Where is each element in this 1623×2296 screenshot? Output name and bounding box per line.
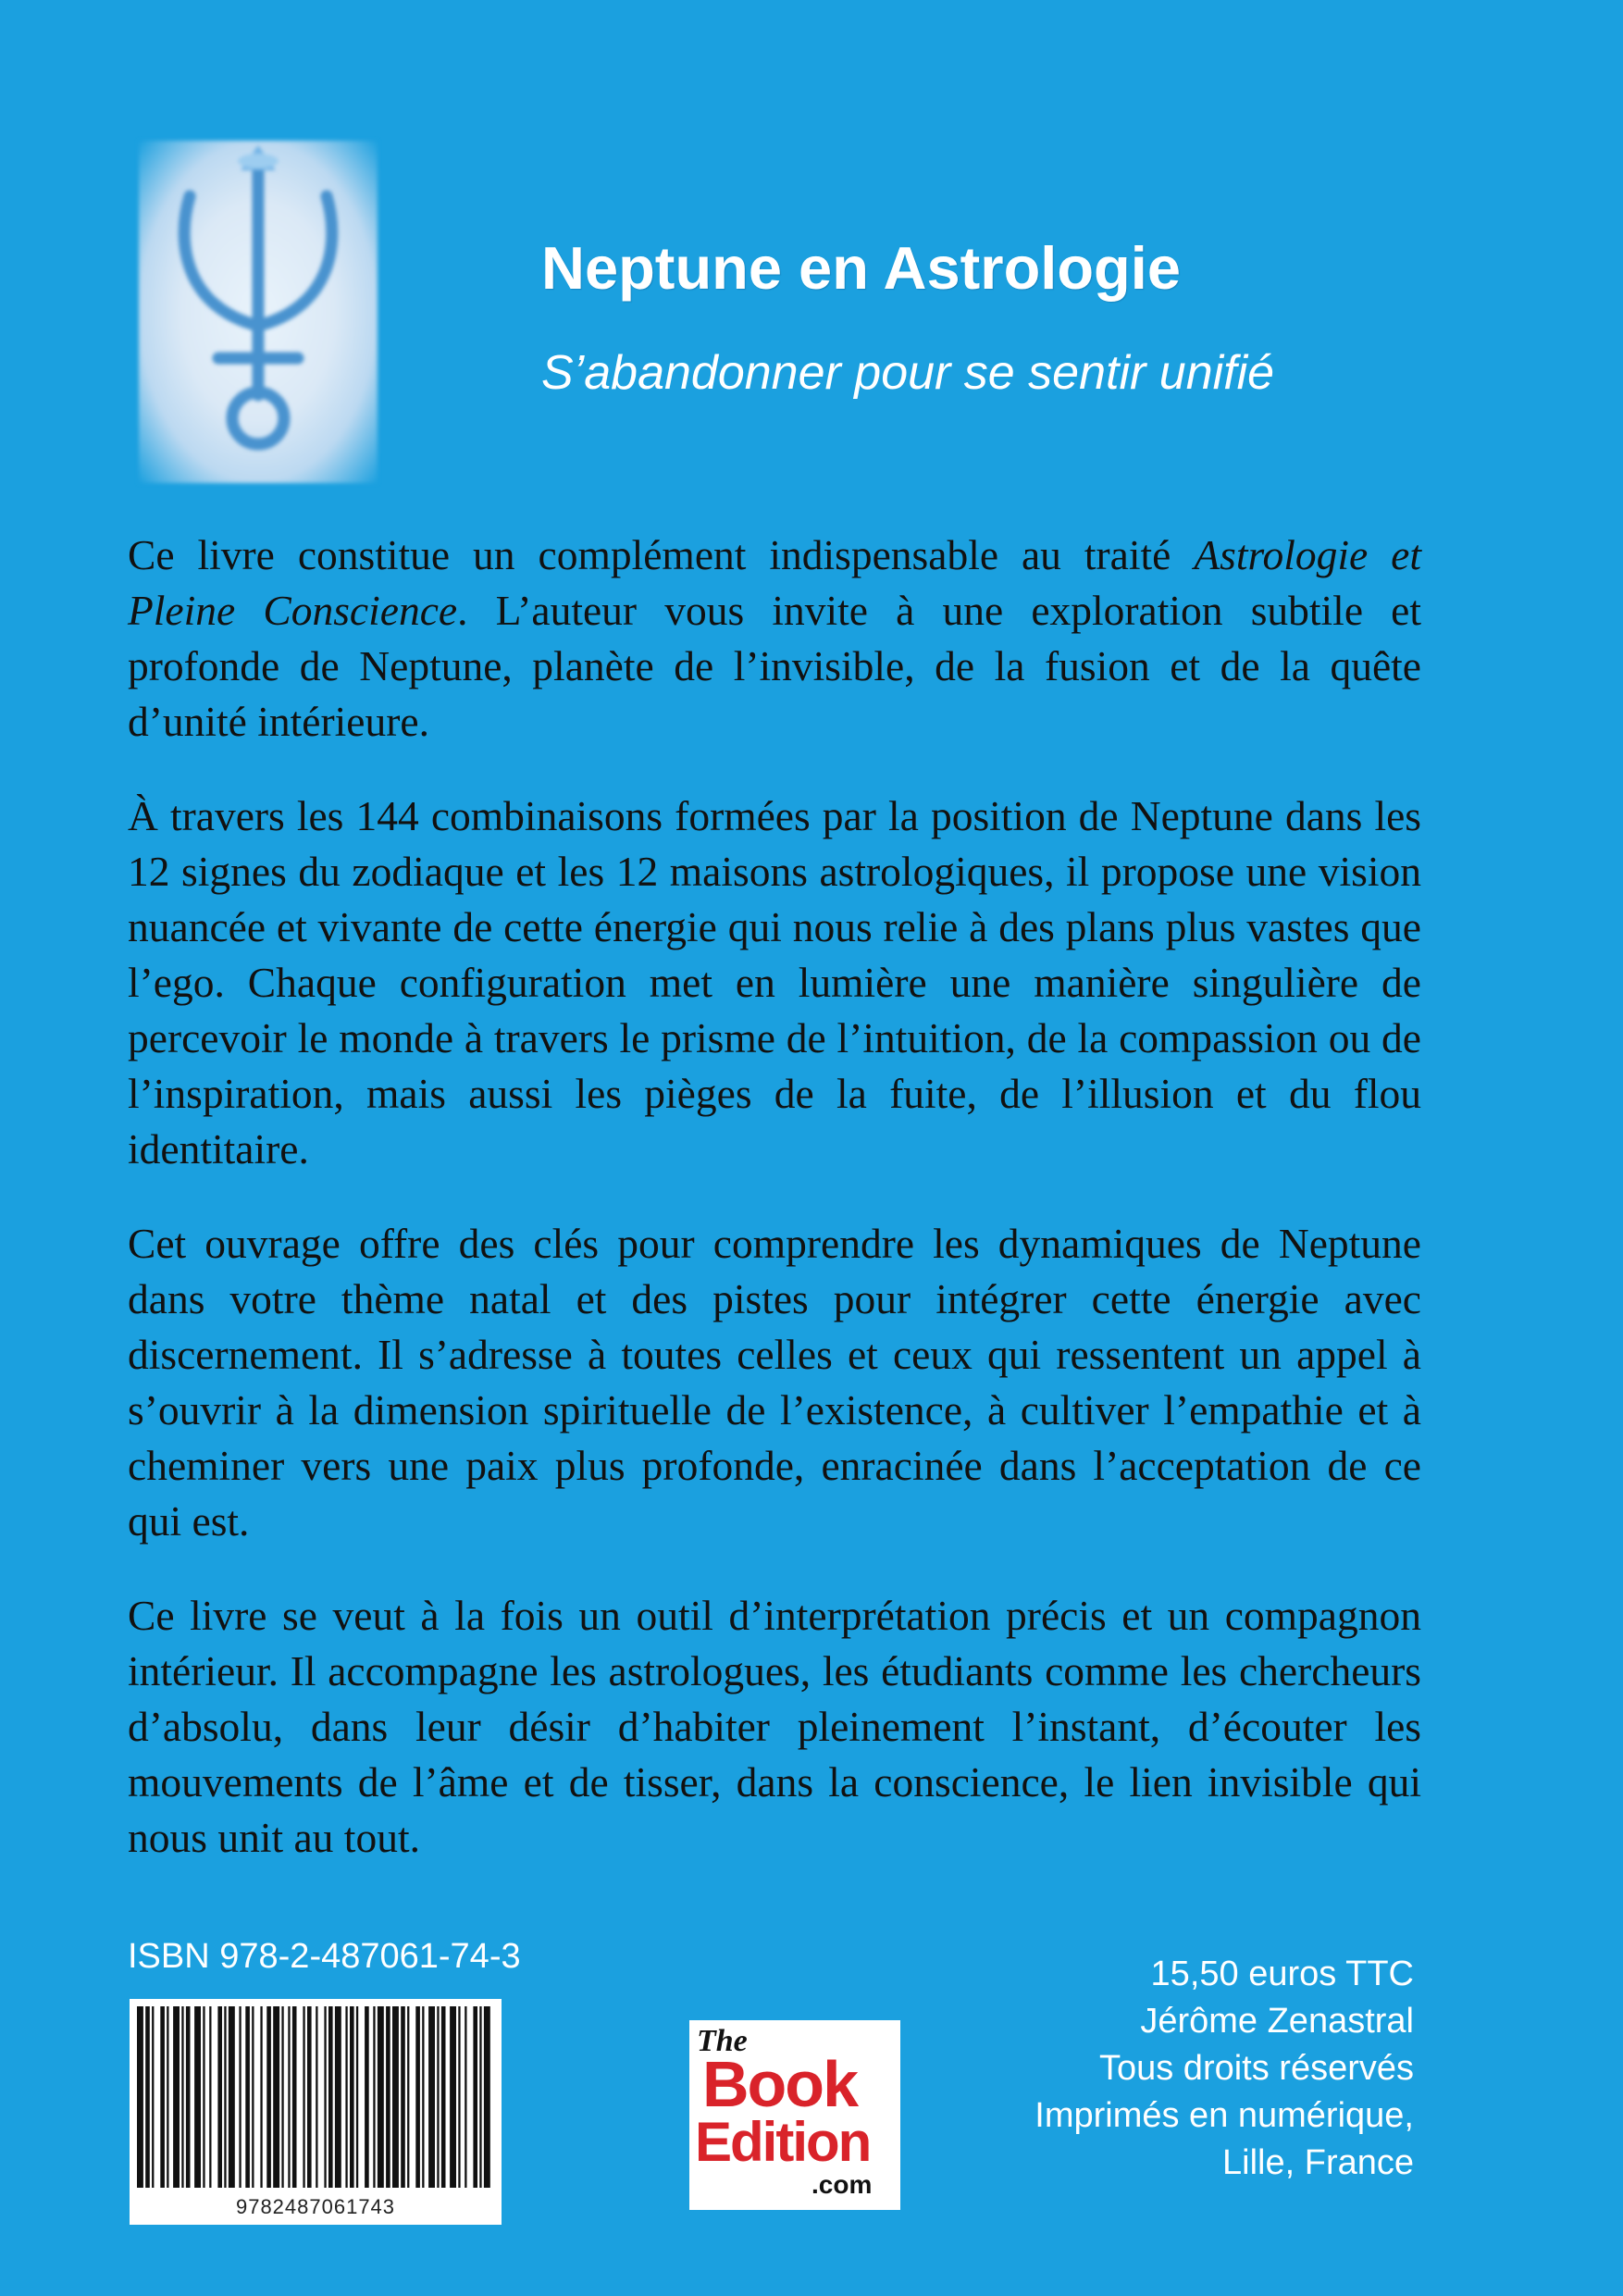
price: 15,50 euros TTC bbox=[1150, 1955, 1414, 1993]
barcode-bar bbox=[266, 2006, 271, 2188]
barcode-bar bbox=[378, 2006, 384, 2188]
description-paragraph-4: Ce livre se veut à la fois un outil d’interprétation précis et un compagnon intérieur. Il accompagne les astrologues, les étudiants comme les chercheurs d’absolu, dans leur désir d’habiter pleinement l’instant, d’écouter les mouvements de l’âme et de tisser, dans la conscience, le lien invisible qui nous unit au tout. bbox=[128, 1592, 1421, 1861]
printing-notice: Imprimés en numérique, bbox=[1035, 2096, 1414, 2135]
barcode-bar bbox=[450, 2006, 456, 2188]
barcode-bar bbox=[350, 2006, 354, 2188]
barcode-bar bbox=[181, 2006, 183, 2188]
barcode-bar bbox=[203, 2006, 204, 2188]
barcode-bar bbox=[441, 2006, 446, 2188]
rights-notice: Tous droits réservés bbox=[1098, 2049, 1414, 2088]
barcode-bar bbox=[401, 2006, 405, 2188]
book-subtitle: S’abandonner pour se sentir unifié bbox=[541, 346, 1275, 400]
barcode-bar bbox=[307, 2006, 312, 2188]
barcode-bar bbox=[335, 2006, 341, 2188]
author-name: Jérôme Zenastral bbox=[1140, 2002, 1414, 2041]
barcode-bar bbox=[356, 2006, 358, 2188]
barcode-bar bbox=[324, 2006, 326, 2188]
barcode-bar bbox=[473, 2006, 477, 2188]
barcode-bar bbox=[194, 2006, 201, 2188]
printing-location: Lille, France bbox=[1222, 2143, 1414, 2182]
barcode-bar bbox=[392, 2006, 399, 2188]
barcode-bar bbox=[415, 2006, 420, 2188]
publisher-logo-com: .com bbox=[812, 2170, 873, 2199]
barcode-bar bbox=[252, 2006, 254, 2188]
barcode-bar bbox=[245, 2006, 250, 2188]
barcode-bar bbox=[160, 2006, 165, 2188]
neptune-trident-icon bbox=[139, 141, 378, 483]
barcode-bar bbox=[224, 2006, 226, 2188]
barcode bbox=[130, 1999, 502, 2225]
barcode-bar bbox=[145, 2006, 150, 2188]
barcode-digits: 9782487061743 bbox=[235, 2195, 396, 2218]
barcode-bars bbox=[130, 1999, 502, 2225]
barcode-bar bbox=[281, 2006, 283, 2188]
barcode-bar bbox=[422, 2006, 424, 2188]
barcode-bar bbox=[273, 2006, 279, 2188]
description-paragraph-1: Ce livre constitue un complément indispensable au traité Astrologie et Pleine Conscience. L’auteur vous invite à une exploration subtile et profonde de Neptune, planète de l’invisible, de la fusion et de la quête d’unité intérieure. bbox=[128, 531, 1422, 745]
barcode-bar bbox=[217, 2006, 222, 2188]
barcode-bar bbox=[292, 2006, 297, 2188]
publisher-logo-edition: Edition bbox=[695, 2111, 871, 2173]
barcode-bar bbox=[288, 2006, 290, 2188]
publication-info bbox=[859, 1951, 1414, 2187]
barcode-bar bbox=[386, 2006, 390, 2188]
barcode-bar bbox=[316, 2006, 317, 2188]
barcode-bar bbox=[465, 2006, 466, 2188]
barcode-bar bbox=[428, 2006, 435, 2188]
book-title: Neptune en Astrologie bbox=[541, 234, 1181, 302]
book-description bbox=[128, 527, 1421, 1905]
publisher-logo-book: Book bbox=[702, 2048, 857, 2120]
publisher-logo-the: The bbox=[697, 2024, 748, 2058]
barcode-bar bbox=[303, 2006, 304, 2188]
barcode-bar bbox=[137, 2006, 143, 2188]
description-paragraph-3: Cet ouvrage offre des clés pour comprendre les dynamiques de Neptune dans votre thème natal et des pistes pour intégrer cette énergie avec discernement. Il s’adresse à toutes celles et ceux qui ressentent un appel à s’ouvrir à la dimension spirituelle de l’existence, à cultiver l’empathie et à cheminer vers une paix plus profonde, enracinée dans l’acceptation de ce qui est. bbox=[128, 1220, 1421, 1545]
barcode-bar bbox=[152, 2006, 154, 2188]
barcode-bar bbox=[229, 2006, 235, 2188]
barcode-bar bbox=[373, 2006, 375, 2188]
barcode-bar bbox=[479, 2006, 481, 2188]
referenced-book-title: Astrologie et Pleine Conscience bbox=[128, 531, 1421, 634]
barcode-bar bbox=[365, 2006, 369, 2188]
barcode-bar bbox=[407, 2006, 409, 2188]
barcode-bar bbox=[484, 2006, 490, 2188]
barcode-bar bbox=[345, 2006, 347, 2188]
barcode-bar bbox=[328, 2006, 333, 2188]
description-paragraph-2: À travers les 144 combinaisons formées par la position de Neptune dans les 12 signes du zodiaque et les 12 maisons astrologiques, il propose une vision nuancée et vivante de cette énergie qui nous relie à des plans plus vastes que l’ego. Chaque configuration met en lumière une manière singulière de percevoir le monde à travers le prisme de l’intuition, de la compassion ou de l’inspiration, mais aussi les pièges de la fuite, de l’illusion et du flou identitaire. bbox=[128, 792, 1421, 1173]
barcode-bar bbox=[167, 2006, 168, 2188]
isbn-label: ISBN 978-2-487061-74-3 bbox=[128, 1937, 521, 1976]
barcode-bar bbox=[239, 2006, 241, 2188]
barcode-bar bbox=[458, 2006, 460, 2188]
barcode-bar bbox=[260, 2006, 262, 2188]
barcode-bar bbox=[209, 2006, 211, 2188]
barcode-bar bbox=[173, 2006, 180, 2188]
barcode-bar bbox=[186, 2006, 191, 2188]
barcode-bar bbox=[437, 2006, 439, 2188]
